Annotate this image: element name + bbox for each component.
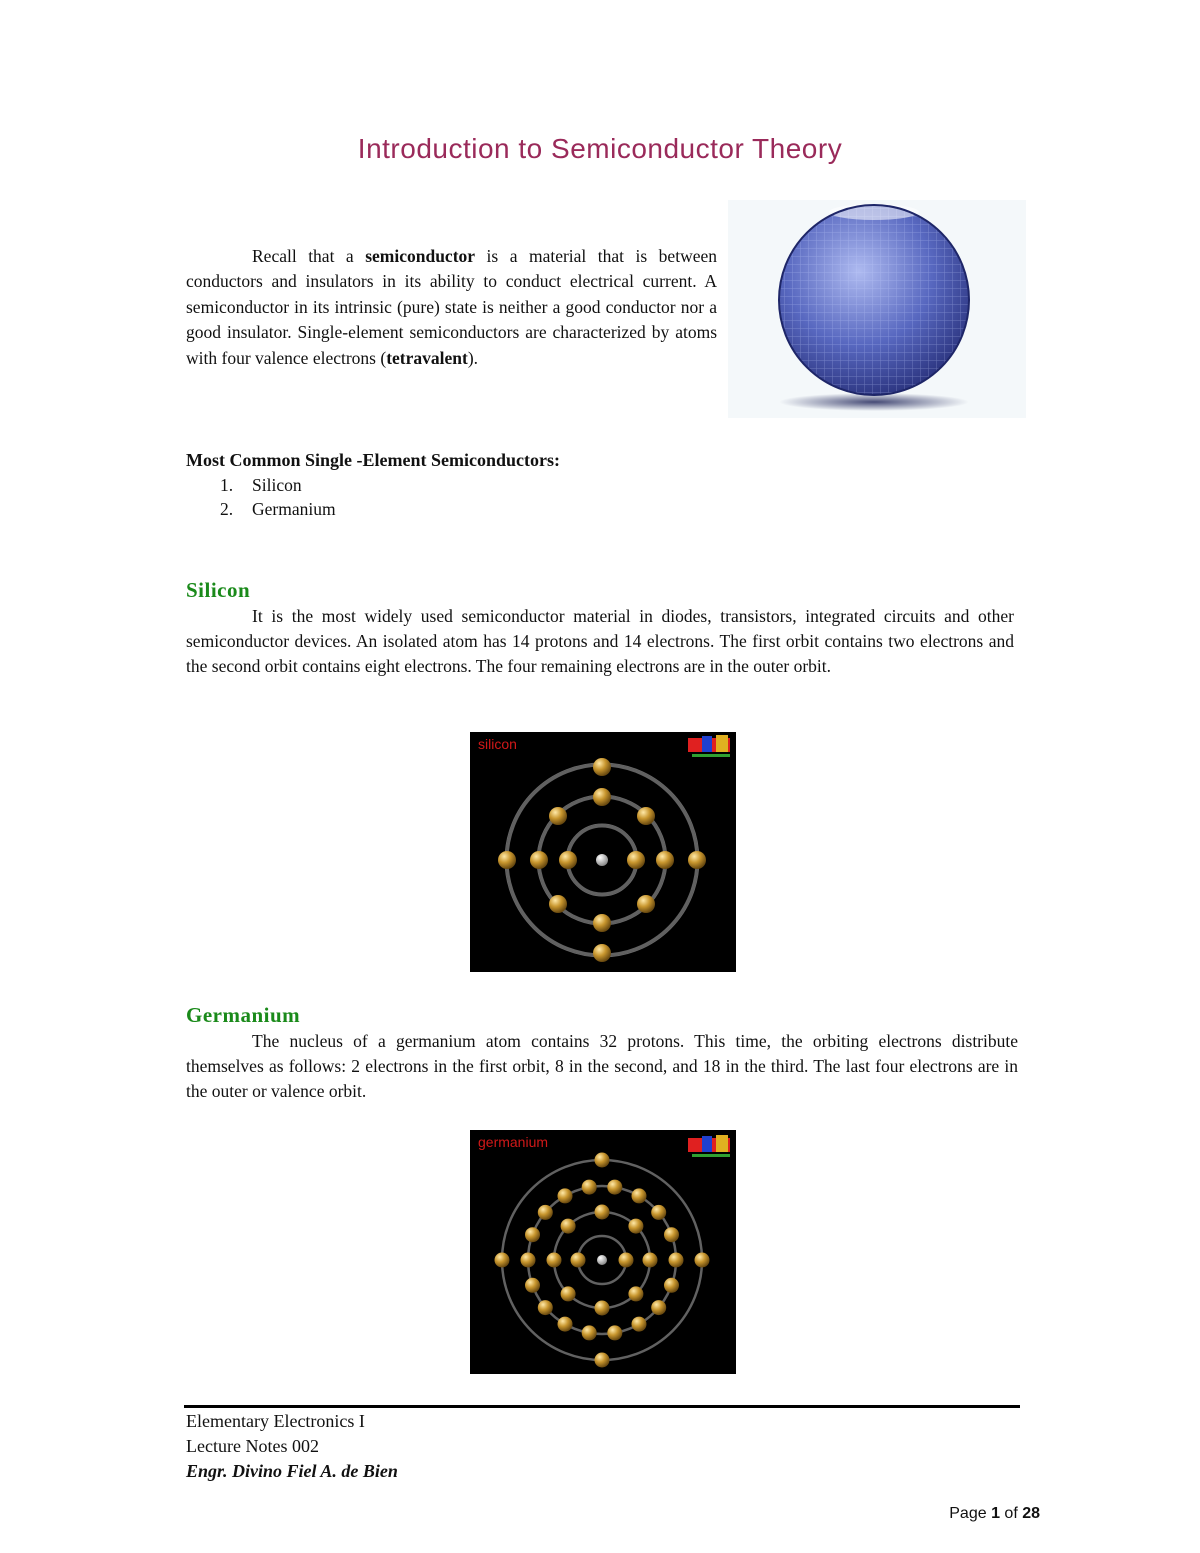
silicon-heading: Silicon bbox=[186, 578, 251, 602]
electron bbox=[632, 1317, 647, 1332]
germanium-paragraph: The nucleus of a germanium atom contains 32 protons. This time, the orbiting electrons distribute themselves as follows: 2 electrons in the first orbit, 8 in the second, and 18 in the third. The last four electrons are in the outer or valence orbit. bbox=[186, 1031, 1018, 1101]
common-semiconductors-heading: Most Common Single -Element Semiconductors: bbox=[186, 450, 560, 470]
electron bbox=[632, 1188, 647, 1203]
lecture-notes-label: Lecture Notes 002 bbox=[186, 1436, 319, 1456]
footer-divider bbox=[184, 1405, 1020, 1408]
electron bbox=[561, 1286, 576, 1301]
intro-paragraph: Recall that a semiconductor is a material that is between conductors and insulators in its ability to conduct electrical current. A semiconductor in its intrinsic (pure) state is neither a good conductor nor a good insulator. Single-element semiconductors are characterized by atoms with four valence electrons (tetravalent). bbox=[186, 246, 717, 368]
silicon-image-label: silicon bbox=[478, 736, 517, 752]
electron bbox=[669, 1253, 684, 1268]
electron bbox=[525, 1278, 540, 1293]
wafer-image bbox=[728, 200, 1026, 418]
electron bbox=[595, 1205, 610, 1220]
electron bbox=[538, 1300, 553, 1315]
electron bbox=[561, 1219, 576, 1234]
semiconductor-list bbox=[186, 473, 336, 521]
electron bbox=[664, 1227, 679, 1242]
electron bbox=[628, 1219, 643, 1234]
electron bbox=[619, 1253, 634, 1268]
electron bbox=[571, 1253, 586, 1268]
electron bbox=[525, 1227, 540, 1242]
electron bbox=[595, 1153, 610, 1168]
term-semiconductor: semiconductor bbox=[365, 246, 476, 266]
germanium-heading: Germanium bbox=[186, 1003, 301, 1027]
electron bbox=[582, 1325, 597, 1340]
electron bbox=[558, 1188, 573, 1203]
course-name: Elementary Electronics I bbox=[186, 1411, 365, 1431]
electron bbox=[607, 1325, 622, 1340]
term-tetravalent: tetravalent bbox=[386, 347, 468, 368]
germanium-atom-diagram bbox=[470, 1130, 736, 1374]
list-item: 1. Silicon bbox=[220, 475, 302, 495]
germanium-image-label: germanium bbox=[478, 1134, 549, 1150]
electron bbox=[664, 1278, 679, 1293]
legend-icon bbox=[688, 735, 730, 757]
electron bbox=[643, 1253, 658, 1268]
electron bbox=[595, 1353, 610, 1368]
electron bbox=[538, 1205, 553, 1220]
page-number: Page 1 of 28 bbox=[949, 1505, 1040, 1522]
electron bbox=[521, 1253, 536, 1268]
page-title: Introduction to Semiconductor Theory bbox=[357, 133, 843, 164]
electron bbox=[547, 1253, 562, 1268]
electron bbox=[607, 1180, 622, 1195]
electron bbox=[651, 1205, 666, 1220]
electron bbox=[695, 1253, 710, 1268]
legend-icon bbox=[688, 1135, 730, 1157]
electron bbox=[651, 1300, 666, 1315]
silicon-atom-diagram bbox=[470, 732, 736, 972]
author-name: Engr. Divino Fiel A. de Bien bbox=[186, 1461, 398, 1481]
silicon-paragraph: It is the most widely used semiconductor material in diodes, transistors, integrated circuits and other semiconductor devices. An isolated atom has 14 protons and 14 electrons. The first orbit contains two electrons and the second orbit contains eight electrons. The four remaining electrons are in the outer orbit. bbox=[186, 606, 1014, 676]
electron bbox=[558, 1317, 573, 1332]
list-item: 2. Germanium bbox=[220, 499, 336, 519]
electron bbox=[495, 1253, 510, 1268]
electron bbox=[582, 1180, 597, 1195]
electron bbox=[595, 1301, 610, 1316]
footer bbox=[186, 1409, 398, 1484]
electron bbox=[628, 1286, 643, 1301]
